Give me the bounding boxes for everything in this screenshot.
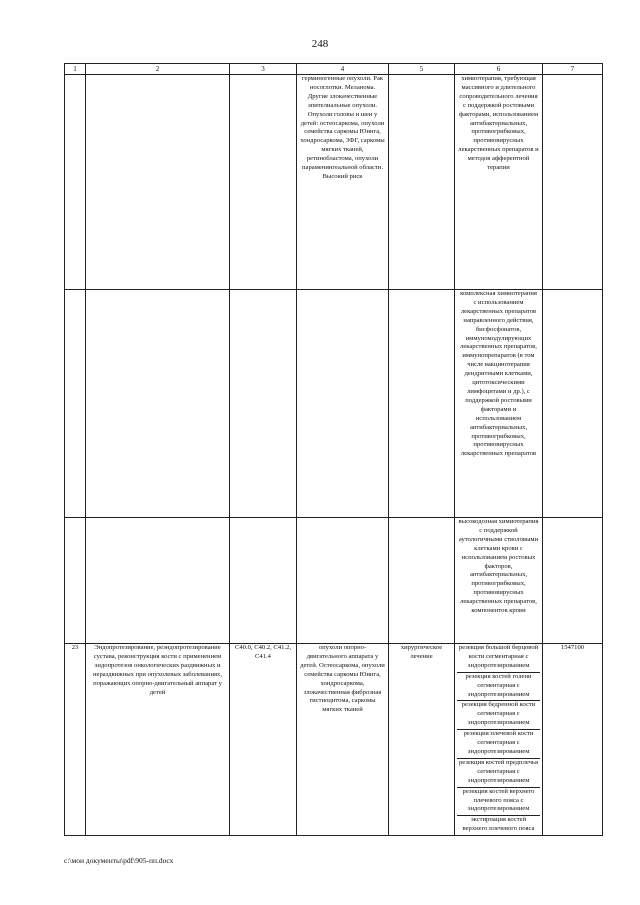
method-item: резекция костей голени сегментарная с эндопротезированием xyxy=(457,673,540,702)
method-item: комплексная химиотерапия с использованием лекарственных препаратов направленного действия, бисфосфонатов, иммуномодулирующих лекарственных препаратов, иммунопрепаратов (в том числе вакцинотерапия дендритными клетками, цитотоксическими лимфоцитами и др.), с поддержкой ростовыми факторами и использованием антибактериальных, противогрибковых, противовирусных лекарственных препаратов xyxy=(460,290,537,458)
cell-name xyxy=(86,290,230,518)
cell-treatment-type: хирургическое лечение xyxy=(389,644,455,836)
cell-cost xyxy=(543,518,603,644)
cell-treatment-type xyxy=(389,290,455,518)
cell-number xyxy=(65,75,86,290)
cell-cost: 1547100 xyxy=(543,644,603,836)
cell-icd-code xyxy=(230,290,297,518)
cell-treatment-type xyxy=(389,75,455,290)
method-item: экстирпация костей верхнего плечевого пояса xyxy=(462,816,535,833)
cell-model xyxy=(297,290,389,518)
table-row xyxy=(65,518,603,644)
cell-icd-code: C40.0, C40.2, C41.2, C41.4 xyxy=(230,644,297,836)
table-row xyxy=(65,644,603,836)
cell-number: 23 xyxy=(65,644,86,836)
table-row xyxy=(65,290,603,518)
header-col-2: 2 xyxy=(86,64,230,75)
cell-model: опухоли опорно-двигательного аппарата у детей. Остеосаркома, опухоли семейства саркомы Юинга, хондросаркома, злокачественная фиброзная гистиоцитома, саркомы мягких тканей xyxy=(297,644,389,836)
method-item: высокодозная химиотерапия с поддержкой аутологичными стволовыми клетками крови с использованием ростовых факторов, антибактериальных, противогрибковых, противовирусных лекарственных препаратов, компонентов крови xyxy=(458,518,539,615)
cell-model xyxy=(297,518,389,644)
method-item: резекция большой берцовой кости сегментарная с эндопротезированием xyxy=(457,644,540,673)
header-row xyxy=(65,64,603,75)
cell-number xyxy=(65,518,86,644)
cell-method xyxy=(455,290,543,518)
cell-icd-code xyxy=(230,75,297,290)
header-col-1: 1 xyxy=(65,64,86,75)
method-item: резекция бедренной кости сегментарная с эндопротезированием xyxy=(457,701,540,730)
method-item: резекция костей предплечья сегментарная с эндопротезированием xyxy=(457,759,540,788)
header-col-6: 6 xyxy=(455,64,543,75)
cell-name xyxy=(86,518,230,644)
cell-icd-code xyxy=(230,518,297,644)
cell-method xyxy=(455,644,543,836)
file-path-footer: c:\мои документы\pdf\905-пп.docx xyxy=(64,856,174,865)
cell-method xyxy=(455,518,543,644)
cell-model: герминогенные опухоли. Рак носоглотки. Меланома. Другие злокачественные эпителиальные опухоли. Опухоли головы и шеи у детей: остеосаркома, опухоли семейства саркомы Юинга, хондросаркома, ЗФГ, саркомы мягких тканей, ретинобластома, опухоли параменингеальной области. Высокий риск xyxy=(297,75,389,290)
table-row xyxy=(65,75,603,290)
cell-name xyxy=(86,75,230,290)
method-item: резекция плечевой кости сегментарная с эндопротезированием xyxy=(457,730,540,759)
method-item: резекция костей верхнего плечевого пояса с эндопротезированием xyxy=(457,788,540,817)
method-item: химиотерапия, требующая массивного и длительного сопроводительного лечения с поддержкой ростовыми факторами, использованием антибактериальных, противогрибковых, противовирусных лекарственных препаратов и методов афферентной терапии xyxy=(458,75,539,172)
header-col-5: 5 xyxy=(389,64,455,75)
header-col-4: 4 xyxy=(297,64,389,75)
cell-name: Эндопротезирование, реэндопротезирование сустава, реконструкция кости с применением эндопротезов онкологических раздвижных и нераздвижных при опухолевых заболеваниях, поражающих опорно-двигательный аппарат у детей xyxy=(86,644,230,836)
header-col-3: 3 xyxy=(230,64,297,75)
cell-method xyxy=(455,75,543,290)
cell-cost xyxy=(543,290,603,518)
cell-cost xyxy=(543,75,603,290)
cell-treatment-type xyxy=(389,518,455,644)
header-col-7: 7 xyxy=(543,64,603,75)
cell-number xyxy=(65,290,86,518)
page-number: 248 xyxy=(311,38,329,50)
data-table xyxy=(64,63,603,836)
